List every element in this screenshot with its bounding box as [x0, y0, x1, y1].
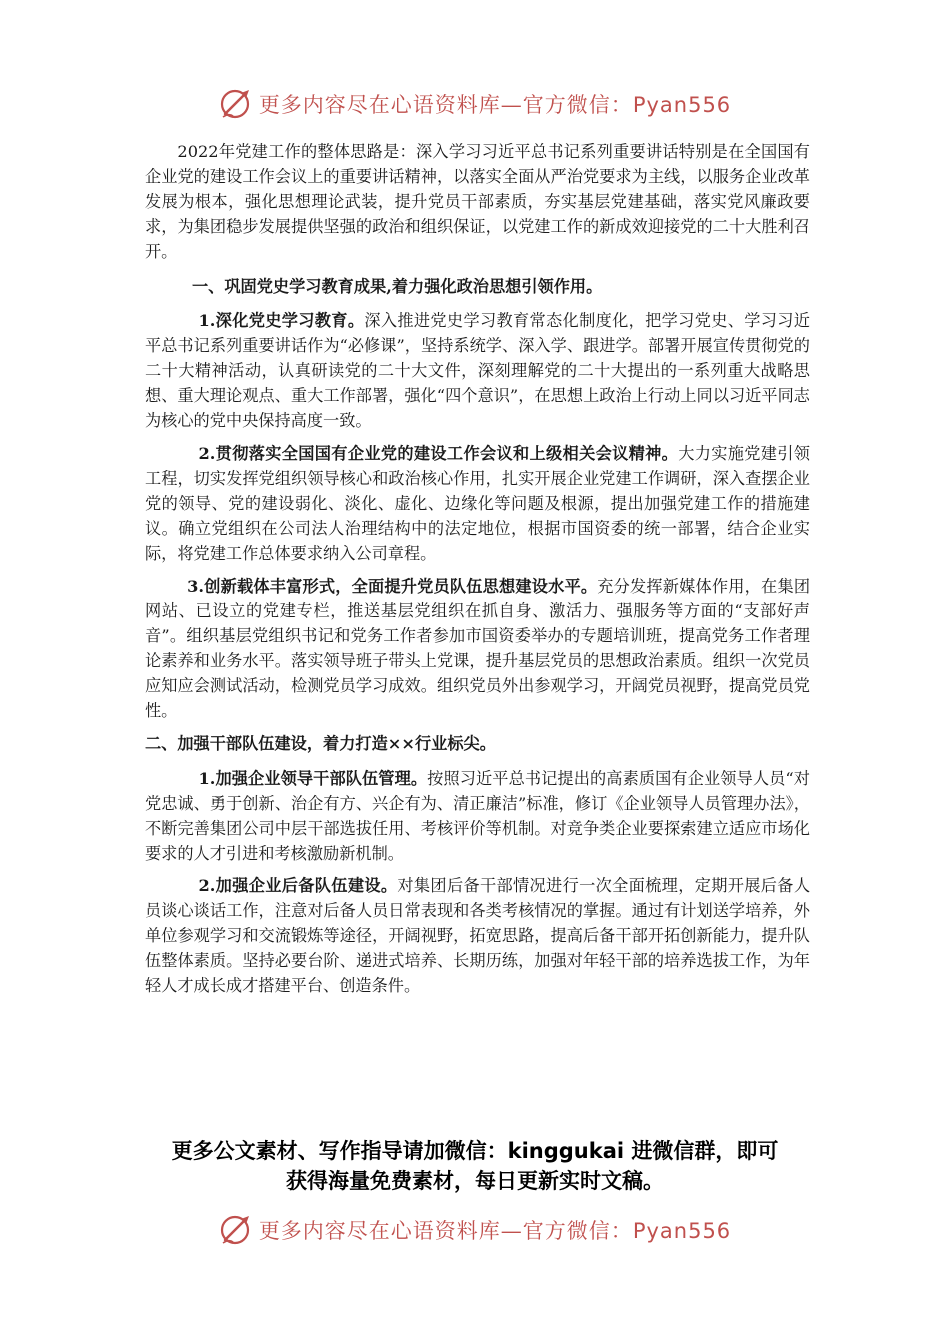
section-1-item-1: [145, 309, 810, 434]
section-1-heading: 一、巩固党史学习教育成果,着力强化政治思想引领作用。: [191, 276, 603, 296]
section-2-item-2: [145, 874, 810, 999]
pen-logo-icon: [219, 1213, 253, 1247]
item-body: 充分发挥新媒体作用，在集团网站、已设立的党建专栏，推送基层党组织在抓自身、激活力、强服务等方面的“支部好声音”。组织基层党组织书记和党务工作者参加市国资委举办的专题培训班，提高党务工作者理论素养和业务水平。落实领导班子带头上党课，提升基层党员的思想政治素质。组织一次党员应知应会测试活动，检测党员学习成效。组织党员外出参观学习，开阔党员视野，提高党员党性。: [145, 576, 811, 721]
item-lead: 2.加强企业后备队伍建设。: [198, 876, 398, 896]
item-lead: 2.贯彻落实全国国有企业党的建设工作会议和上级相关会议精神。: [198, 443, 679, 463]
section-2-heading: 二、加强干部队伍建设，着力打造××行业标尖。: [145, 733, 496, 753]
promo-line-1: 更多公文素材、写作指导请加微信：kinggukai 进微信群，即可: [171, 1139, 779, 1163]
header-banner: [0, 84, 950, 124]
pen-logo-icon: [219, 87, 253, 121]
promo-footer-text: [100, 1136, 850, 1196]
section-2-item-1: [145, 767, 810, 867]
section-1-item-3: [145, 575, 810, 724]
promo-line-2: 获得海量免费素材，每日更新实时文稿。: [286, 1169, 664, 1193]
item-lead: 1.加强企业领导干部队伍管理。: [198, 768, 428, 788]
item-lead: 1.深化党史学习教育。: [198, 311, 365, 331]
banner-wechat-id: Pyan556: [632, 1219, 732, 1243]
item-body: 大力实施党建引领工程，切实发挥党组织领导核心和政治核心作用，扎实开展企业党建工作调研，深入查摆企业党的领导、党的建设弱化、淡化、虚化、边缘化等问题及根源，提出加强党建工作的措施建议。确立党组织在公司法人治理结构中的法定地位，根据市国资委的统一部署，结合企业实际，将党建工作总体要求纳入公司章程。: [145, 443, 810, 563]
item-body: 深入推进党史学习教育常态化制度化，把学习党史、学习习近平总书记系列重要讲话作为“必修课”，坚持系统学、深入学、跟进学。部署开展宣传贯彻党的二十大精神活动，认真研读党的二十大文件，深刻理解党的二十大提出的一系列重大战略思想、重大理论观点、重大工作部署，强化“四个意识”，在思想上政治上行动上同以习近平同志为核心的党中央保持高度一致。: [145, 311, 810, 431]
banner-text: 更多内容尽在心语资料库—官方微信：Pyan556: [258, 1219, 732, 1243]
section-1-item-2: [145, 442, 810, 567]
item-body: 按照习近平总书记提出的高素质国有企业领导人员“对党忠诚、勇于创新、治企有方、兴企有为、清正廉洁”标准，修订《企业领导人员管理办法》，不断完善集团公司中层干部选拔任用、考核评价等机制。对竞争类企业要探索建立适应市场化要求的人才引进和考核激励新机制。: [145, 768, 810, 863]
item-lead: 3.创新载体丰富形式，全面提升党员队伍思想建设水平。: [187, 576, 598, 596]
intro-paragraph: 2022年党建工作的整体思路是：深入学习习近平总书记系列重要讲话特别是在全国国有企业党的建设工作会议上的重要讲话精神，以落实全面从严治党要求为主线，以服务企业改革发展为根本，强化思想理论武装，提升党员干部素质，夯实基层党建基础，落实党风廉政要求，为集团稳步发展提供坚强的政治和组织保证，以党建工作的新成效迎接党的二十大胜利召开。: [145, 142, 810, 261]
footer-banner: [0, 1210, 950, 1250]
item-body: 对集团后备干部情况进行一次全面梳理，定期开展后备人员谈心谈话工作，注意对后备人员日常表现和各类考核情况的掌握。通过有计划送学培养，外单位参观学习和交流锻炼等途径，开阔视野，拓宽思路，提高后备干部开拓创新能力，提升队伍整体素质。坚持必要台阶、递进式培养、长期历练，加强对年轻干部的培养选拔工作，为年轻人才成长成才搭建平台、创造条件。: [145, 876, 811, 996]
banner-text: 更多内容尽在心语资料库—官方微信：Pyan556: [258, 93, 732, 117]
document-body: [145, 140, 810, 1007]
banner-wechat-id: Pyan556: [632, 93, 732, 117]
